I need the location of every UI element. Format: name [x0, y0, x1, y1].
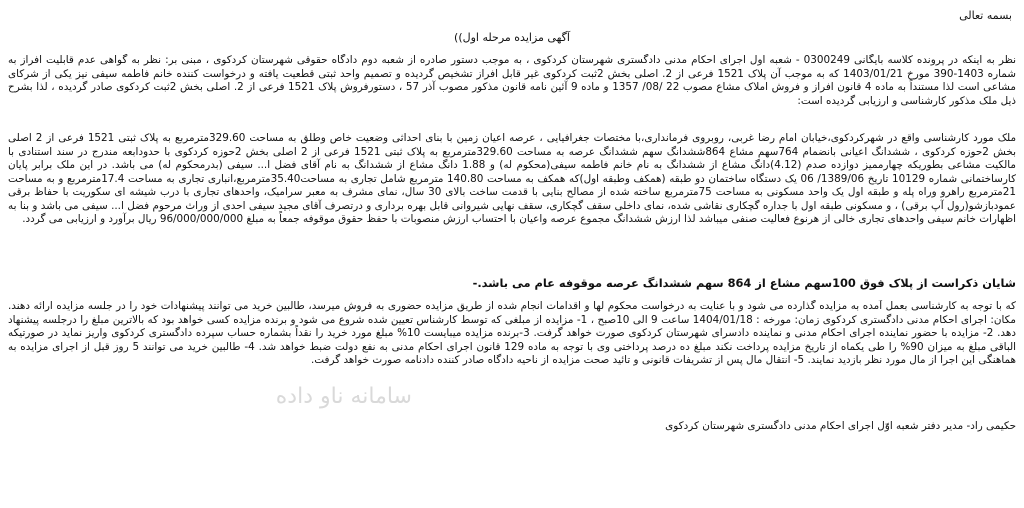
- announcement-title: آگهی مزایده مرحله اول)): [454, 31, 570, 44]
- signature-line: حکیمی راد- مدیر دفتر شعبه اوّل اجرای احکام مدنی دادگستری شهرستان کردکوی: [665, 420, 1016, 432]
- property-description-paragraph: ملک مورد کارشناسی واقع در شهرکردکوی،خیابان امام رضا غربی، روبروی فرمانداری،با مختصات جغرافیایی ، عرصه اعیان زمین با بنای احداثی وضعیت خاص وطلق به مساحت 329.60مترمربع به پلاک ثبتی 1521 فرعی از 2 اصلی بخش 2حوزه کردکوی ، ششدانگ اعیانی بانضمام 764سهم مشاع 864ششدانگ سهم ششدانگ عرصه به مساحت 329.60مترمربع به پلاک ثبتی 1521 فرعی از 2 اصلی بخش 2حوزه کردکوی با حدودابعه مندرج در سند استنادی با مالکیت مشاعی بطوریکه چهارممیز دوازده صدم (4.12)دانگ مشاع از ششدانگ به نام خانم فاطمه سیفی(محکوم له) و 1.88 دانگ مشاع از ششدانگ به نام آقای فضل ا... سیفی (بدرمحکوم له) می باشد. در این ملک برابر پایان کارساختمانی شماره 10129 تاریخ 1389/06/ 06 یک دستگاه ساختمان دو طبقه (همکف وطبقه اول)که همکف به مساحت 140.80 مترمربع شامل تجاری به مساحت35.40مترمربع،انباری تجاری به مساحت 17.4مترمربع و به مساحت 21مترمربع راهرو وراه پله و طبقه اول یک واحد مسکونی به مساحت 75مترمربع ساخته شده از مصالح بنایی با قدمت ساخت بالای 30 سال، نمای مشرف به معبر سرامیک، واحدهای تجاری با درب شیشه ای سکوریت با حفاظ برقی عمودبازشو(رول آپ برقی) ، و مسکونی طبقه اول با جداره گچکاری نقاشی شده، نمای داخلی سقف گچکاری، سقف نهایی شیروانی قابل بهره برداری و درتصرف آقای مجید سیفی احدی از وراث مرحوم فضل ا... سیفی می باشد و بنا به اظهارات خانم سیفی واحدهای تجاری خالی از هرنوع فعالیت صنفی میباشد لذا ارزش ششدانگ مجموع عرصه واعیان با احتساب ارزش منصوبات با حفظ حقوق موقوفه جمعاً به مبلغ 96/000/000/000 ریال برآورد و ارزیابی می گردد.: [8, 132, 1016, 225]
- endowment-notice: شایان ذکراست از پلاک فوق 100سهم مشاع از 864 سهم ششدانگ عرصه موقوفه عام می باشد.-: [472, 276, 1016, 290]
- auction-terms-paragraph: که با توجه به کارشناسی بعمل آمده به مزایده گذارده می شود و با عنایت به درخواست محکوم لها و اقدامات انجام شده از طریق مزایده حضوری به فروش میرسد، طالبین خرید می توانند پیشنهادات خود را در جلسه مزایده ارائه دهند. مکان: اجرای احکام مدنی دادگستری کردکوی زمان: مورخه : 1404/01/18 ساعت 9 الی 10صبح ، 1- مزایده از مبلغی که توسط کارشناس تعیین شده شروع می شود و برنده مزایده کسی خواهد بود که بالاترین مبلغ را درجلسه پیشنهاد دهد. 2- مزایده با حضور نماینده اجرای احکام مدنی و نماینده دادسرای شهرستان کردکوی صورت خواهد گرفت. 3-برنده مزایده میبایست 10% مبلغ مورد خرید را نقداً بشماره حساب سپرده دادگستری کردکوی واریز نماید در صورتیکه الباقی مبلغ به میزان 90% را طی یکماه از تاریخ مزایده پرداخت نکند مبلغ ده درصد پرداختی وی با توجه به ماده 129 قانون اجرای احکام مدنی به نفع دولت ضبط خواهد شد. 4- طالبین خرید می توانند 5 روز قبل از اجرای مزایده به هماهنگی این اجرا از مال مورد نظر بازدید نمایند. 5- انتقال مال پس از تشریفات قانونی و تائید صحت مزایده از ناحیه دادگاه صادر کننده دادنامه صورت خواهد گرفت.: [8, 300, 1016, 366]
- bismillah-header: بسمه تعالی: [959, 9, 1012, 22]
- case-intro-paragraph: نظر به اینکه در پرونده کلاسه بایگانی 0300249 - شعبه اول اجرای احکام مدنی دادگستری شهرستان کردکوی ، به موجب دستور صادره از شعبه دوم دادگاه حقوقی شهرستان کردکوی ، مبنی بر: نظر به گواهی عدم قابلیت افراز به شماره 1403-390 مورخ 1403/01/21 که به موجب آن پلاک 1521 فرعی از 2. اصلی بخش 2ثبت کردکوی غیر قابل افراز تشخیص گردیده و تصمیم واحد ثبتی قطعیت یافته و درخواست کننده خانم فاطمه سیفی نیز یکی از شرکای مشاعی است لذا مستنداً به ماده 4 قانون افراز و فروش املاک مشاع مصوب 22 /08/ 1357 و ماده 9 آئین نامه قانون مذکور مصوب آذر 57 ، دستورفروش پلاک 1521 فرعی از 2. اصلی بخش 2ثبت کردکوی صادر گردیده ، لذا بشرح ذیل ملک مذکور کارشناسی و ارزیابی گردیده است:: [8, 54, 1016, 107]
- watermark-text: سامانه ناو داده: [275, 384, 412, 409]
